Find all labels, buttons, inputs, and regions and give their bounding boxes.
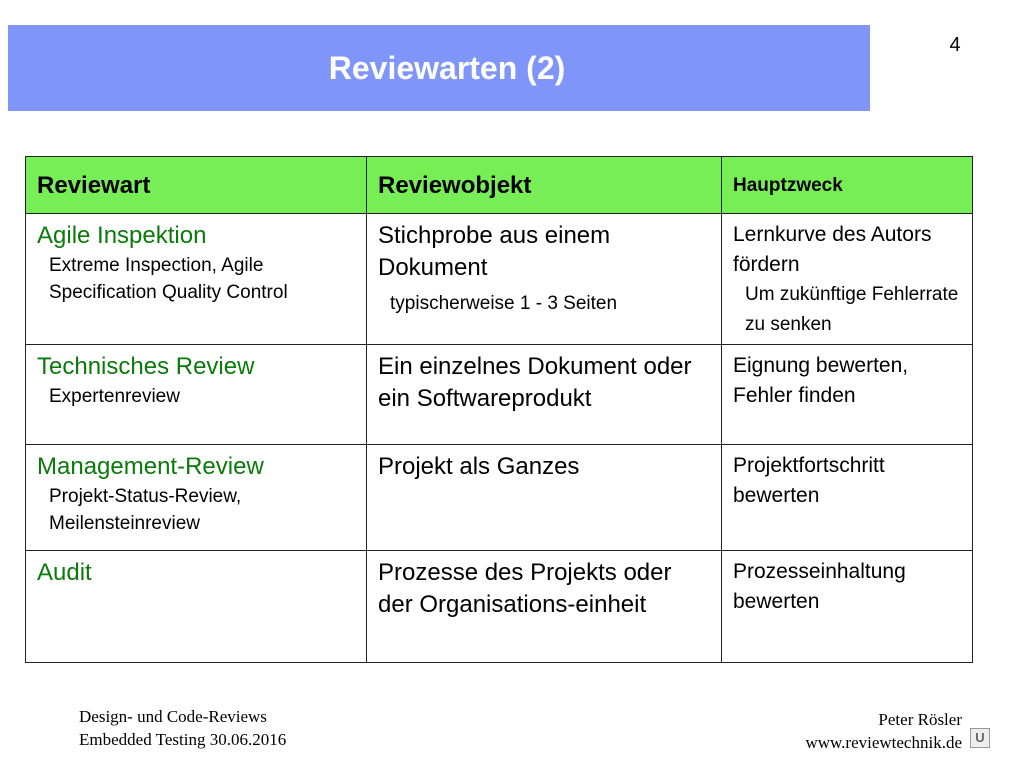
review-object: Stichprobe aus einem Dokument [378, 222, 611, 281]
table-row [26, 445, 973, 551]
review-type-synonyms: Expertenreview [49, 386, 180, 407]
main-purpose: Projektfortschritt bewerten [733, 454, 885, 507]
footer-author: Peter Rösler [878, 710, 962, 729]
review-type-name: Agile Inspektion [37, 222, 207, 249]
review-object: Ein einzelnes Dokument oder ein Softwareprodukt [378, 353, 692, 412]
table-row [26, 345, 973, 445]
main-purpose: Eignung bewerten, Fehler finden [733, 354, 909, 407]
table-row [26, 214, 973, 345]
cell-reviewart [26, 214, 367, 345]
review-types-table [25, 156, 973, 663]
cell-reviewobjekt [367, 345, 722, 445]
cell-hauptzweck [722, 214, 973, 345]
cell-reviewobjekt [367, 551, 722, 663]
cell-reviewart [26, 445, 367, 551]
header-hauptzweck: Hauptzweck [722, 157, 973, 214]
review-type-name: Management-Review [37, 453, 264, 480]
footer-website: www.reviewtechnik.de [805, 733, 962, 752]
review-type-name: Technisches Review [37, 353, 255, 380]
review-object: Projekt als Ganzes [378, 453, 580, 480]
cell-reviewart [26, 345, 367, 445]
review-type-synonyms: Extreme Inspection, Agile Specification Quality Control [49, 255, 288, 303]
cell-reviewart [26, 551, 367, 663]
review-type-name: Audit [37, 559, 92, 586]
review-type-synonyms: Projekt-Status-Review, Meilensteinreview [49, 486, 242, 534]
cell-reviewobjekt [367, 214, 722, 345]
cell-hauptzweck [722, 445, 973, 551]
main-purpose: Prozesseinhaltung bewerten [733, 560, 906, 613]
footer-right [805, 708, 962, 754]
title-bar [8, 25, 870, 111]
footer-course-title: Design- und Code-Reviews [79, 707, 267, 726]
review-object: Prozesse des Projekts oder der Organisations-einheit [378, 559, 672, 618]
footer-event-date: Embedded Testing 30.06.2016 [79, 730, 287, 749]
header-reviewart: Reviewart [26, 157, 367, 214]
review-object-note: typischerweise 1 - 3 Seiten [390, 293, 618, 314]
main-purpose-note: Um zukünftige Fehlerrate zu senken [745, 284, 959, 335]
table-row [26, 551, 973, 663]
table-header-row [26, 157, 973, 214]
main-purpose: Lernkurve des Autors fördern [733, 223, 932, 276]
slide-title: Reviewarten (2) [328, 49, 566, 86]
reviewtechnik-logo-icon: U [970, 728, 990, 748]
cell-hauptzweck [722, 551, 973, 663]
cell-hauptzweck [722, 345, 973, 445]
header-reviewobjekt: Reviewobjekt [367, 157, 722, 214]
footer-left [79, 705, 286, 751]
page-number: 4 [949, 34, 961, 56]
cell-reviewobjekt [367, 445, 722, 551]
